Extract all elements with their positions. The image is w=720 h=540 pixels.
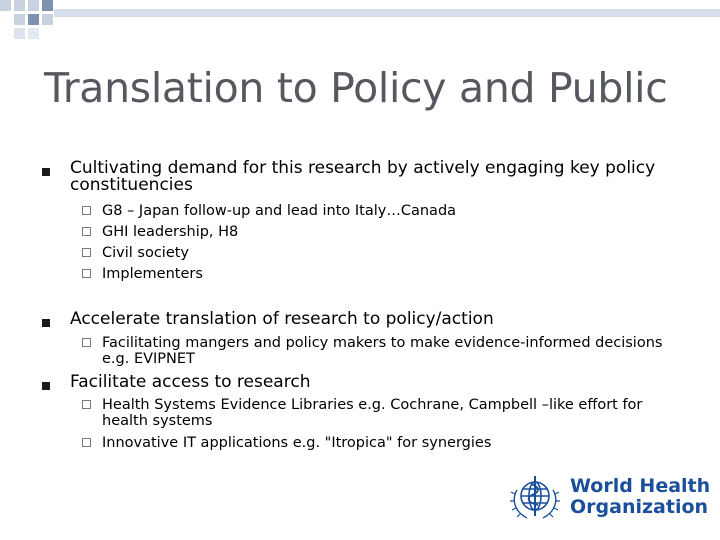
logo-line-1: World Health — [570, 475, 711, 497]
sub-bullet-text: Innovative IT applications e.g. "Itropica" for synergies — [102, 435, 492, 451]
who-emblem-icon — [510, 476, 560, 518]
sub-bullet-text: GHI leadership, H8 — [102, 224, 239, 240]
checkbox-bullet-icon — [82, 227, 91, 236]
sub-bullet-text: G8 – Japan follow-up and lead into Italy…Canada — [102, 203, 457, 219]
bullet-text: Facilitate access to research — [70, 372, 311, 392]
square-bullet-icon — [42, 319, 50, 327]
slide-title: Translation to Policy and Public — [44, 64, 668, 112]
bullet-text: Cultivating demand for this research by actively engaging key policy constituencies — [70, 158, 656, 195]
checkbox-bullet-icon — [82, 269, 91, 278]
checkbox-bullet-icon — [82, 438, 91, 447]
header-decoration — [0, 0, 720, 50]
checkbox-bullet-icon — [82, 400, 91, 409]
logo-line-2: Organization — [570, 496, 709, 518]
sub-bullet-text: Health Systems Evidence Libraries e.g. Cochrane, Campbell –like effort for health systems — [102, 397, 643, 429]
checkbox-bullet-icon — [82, 338, 91, 347]
checkbox-bullet-icon — [82, 248, 91, 257]
sub-bullet-text: Implementers — [102, 266, 203, 282]
who-logo-text — [570, 476, 710, 518]
square-bullet-icon — [42, 168, 50, 176]
square-bullet-icon — [42, 382, 50, 390]
checkbox-bullet-icon — [82, 206, 91, 215]
sub-bullet-text: Civil society — [102, 245, 190, 261]
bullet-text: Accelerate translation of research to policy/action — [70, 309, 494, 329]
sub-bullet-text: Facilitating mangers and policy makers to make evidence-informed decisions e.g. EVIPNET — [102, 335, 663, 367]
